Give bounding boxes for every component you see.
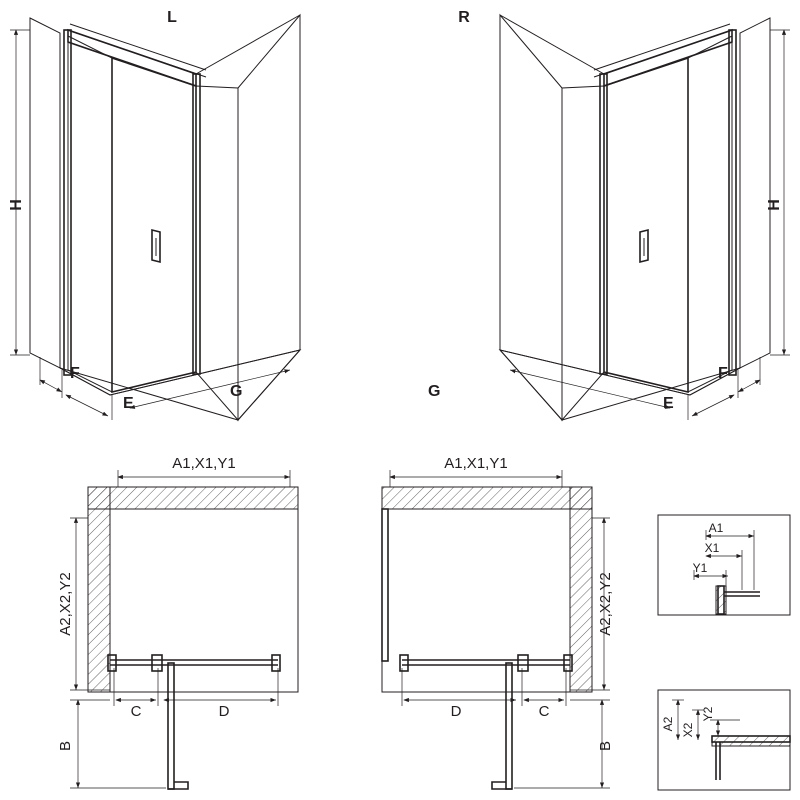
plan-left-side-dim-label: A2,X2,Y2	[57, 572, 74, 636]
plan-right-side-dim-label: A2,X2,Y2	[597, 572, 614, 636]
plan-left-door-dim-label: B	[57, 740, 74, 752]
iso-left-width-label: G	[230, 383, 243, 400]
detail-top-dim-x1-label: X1	[704, 541, 720, 555]
iso-left-depth-front-label: F	[70, 365, 80, 382]
iso-right-depth-front-label: F	[718, 365, 728, 382]
iso-left-depth-mid-label: E	[123, 395, 134, 412]
iso-view-right	[428, 9, 790, 420]
plan-left-top-dim-label: A1,X1,Y1	[172, 455, 236, 472]
plan-view-left	[57, 455, 298, 789]
iso-right-variant-label: R	[458, 9, 470, 26]
iso-left-height-label: H	[8, 199, 25, 211]
iso-right-depth-mid-label: E	[663, 395, 674, 412]
detail-view-top	[658, 515, 790, 615]
plan-view-right	[382, 455, 614, 789]
iso-right-width-label: G	[428, 383, 441, 400]
plan-left-segment-c-label: C	[130, 703, 142, 720]
detail-bottom-dim-x2-label: X2	[681, 722, 695, 738]
detail-view-bottom	[658, 690, 790, 790]
plan-right-door-dim-label: B	[597, 740, 614, 752]
plan-left-segment-d-label: D	[218, 703, 230, 720]
detail-bottom-dim-a2-label: A2	[661, 716, 675, 732]
detail-top-dim-a1-label: A1	[708, 521, 724, 535]
plan-right-segment-c-label: C	[538, 703, 550, 720]
iso-left-variant-label: L	[167, 9, 177, 26]
iso-view-left	[8, 9, 300, 420]
detail-bottom-dim-y2-label: Y2	[701, 706, 715, 722]
iso-right-height-label: H	[766, 199, 783, 211]
plan-right-segment-d-label: D	[450, 703, 462, 720]
plan-right-top-dim-label: A1,X1,Y1	[444, 455, 508, 472]
detail-top-dim-y1-label: Y1	[692, 561, 708, 575]
